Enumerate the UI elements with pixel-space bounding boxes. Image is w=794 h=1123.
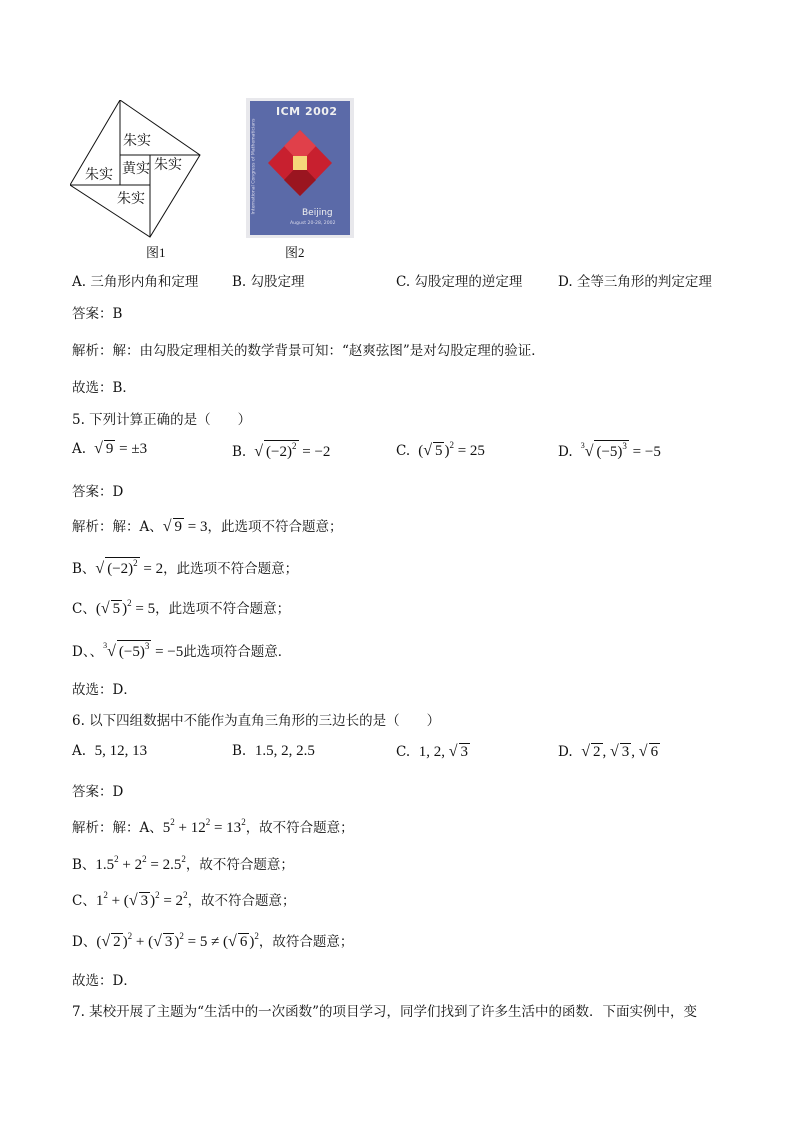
q5-option-c — [396, 440, 485, 460]
poster-side-text: International Congress of Mathematicians — [251, 118, 257, 215]
q5-analysis-c — [72, 597, 290, 618]
q5-option-d-label: D. — [558, 444, 573, 460]
q6-analysis-c-formula: $1^2$ + (√ 3 )$^2 = 2^2$ — [95, 890, 188, 909]
q6-option-c-text: 1, 2, — [418, 744, 449, 760]
q6-option-d-label: D. — [558, 744, 573, 760]
q6-analysis-b-result: ，故不符合题意； — [185, 857, 294, 873]
q5-option-b-formula: √ $(-2)^2 = -2$ — [254, 441, 331, 460]
q6-analysis-d — [72, 930, 353, 951]
fig1-label-left: 朱实 — [85, 168, 113, 183]
q4-option-d: D. 全等三角形的判定定理 — [558, 274, 712, 290]
poster-city: Beijing — [302, 208, 333, 218]
fig1-label-right: 朱实 — [154, 158, 182, 173]
fig1-label-bottom: 朱实 — [117, 192, 145, 207]
q6-choose: 故选：D． — [72, 973, 137, 989]
q5-analysis-c-result: ，此选项不符合题意； — [155, 601, 291, 617]
q6-analysis-d-result: ，故符合题意； — [258, 934, 354, 950]
q6-option-d — [558, 743, 660, 761]
q4-choose: 故选：B． — [72, 380, 136, 396]
q4-answer: 答案：B — [72, 306, 123, 322]
q5-option-d-formula: $^3$√ $(-5)^3 = -5$ — [580, 441, 661, 460]
figure-2-icm-poster — [246, 98, 354, 238]
q4-analysis: 解析：解：由勾股定理相关的数学背景可知：“赵爽弦图”是对勾股定理的验证． — [72, 343, 545, 359]
q6-analysis-d-formula: (√ 2 )$^2$ + (√ 3 )$^2$ = 5 ≠ (√ 6 )$^2$ — [96, 931, 259, 950]
q6-answer: 答案：D — [72, 784, 124, 800]
fig2-caption: 图2 — [285, 245, 305, 260]
q6-analysis-a — [72, 816, 354, 837]
q6-option-b-value: 1.5, 2, 2.5 — [254, 743, 315, 759]
q5-analysis-b-result: ，此选项不符合题意； — [163, 561, 299, 577]
q5-option-c-label: C. — [396, 443, 411, 459]
q6-stem: 6. 以下四组数据中不能作为直角三角形的三边长的是（ ） — [72, 713, 441, 729]
q5-option-b — [232, 440, 330, 461]
q6-option-d-value: √ 2 , √ 3 , √ 6 — [581, 743, 659, 760]
q5-option-c-formula: (√ 5 )$^2$ = 25 — [414, 440, 485, 459]
q5-analysis-d-formula: $^3$√ $(-5)^3 = -5$ — [103, 641, 184, 660]
q6-analysis-a-result: ，故不符合题意； — [245, 820, 354, 836]
q5-analysis-a-result: ，此选项不符合题意； — [207, 519, 343, 535]
q5-analysis-a — [72, 515, 343, 536]
q4-option-c: C. 勾股定理的逆定理 — [396, 274, 523, 290]
q6-analysis-b-formula: $1.5^2 + 2^2 = 2.5^2$ — [95, 854, 186, 873]
poster-title: ICM 2002 — [276, 105, 338, 118]
q6-option-c-value: 1, 2, √ 3 — [418, 743, 469, 760]
q5-stem: 5. 下列计算正确的是（ ） — [72, 412, 252, 428]
q6-analysis-b-prefix: B、 — [72, 857, 96, 873]
q6-analysis-c-prefix: C、 — [72, 893, 96, 909]
q5-analysis-d — [72, 640, 291, 661]
q5-option-a-formula: √ 9 = ±3 — [94, 440, 148, 457]
q6-analysis-d-prefix: D、 — [72, 934, 97, 950]
q6-option-a-value: 5, 12, 13 — [94, 743, 148, 759]
q5-option-a — [72, 440, 147, 458]
q6-option-a-label: A. — [72, 743, 87, 759]
q6-analysis-b — [72, 853, 294, 874]
fig1-label-top: 朱实 — [123, 134, 151, 149]
q7-stem: 7. 某校开展了主题为“生活中的一次函数”的项目学习，同学们找到了许多生活中的函数．下面实例中，变 — [72, 1004, 697, 1020]
q4-option-a: A. 三角形内角和定理 — [72, 274, 199, 290]
fig1-label-center: 黄实 — [122, 162, 150, 177]
q5-analysis-b-prefix: B、 — [72, 561, 96, 577]
q6-option-a — [72, 743, 147, 760]
q5-option-a-label: A. — [72, 441, 87, 457]
q6-analysis-a-formula: $5^2 + 12^2 = 13^2$ — [162, 817, 246, 836]
q6-option-c — [396, 743, 470, 761]
q5-analysis-b-formula: √ $(-2)^2 = 2$ — [95, 558, 164, 577]
q5-option-d — [558, 440, 661, 461]
q6-option-c-label: C. — [396, 744, 411, 760]
q5-option-b-label: B. — [232, 444, 247, 460]
q5-analysis-c-formula: (√ 5 )$^2$ = 5 — [95, 598, 156, 617]
q6-option-b — [232, 743, 315, 760]
q5-answer: 答案：D — [72, 484, 124, 500]
q5-analysis-d-result: 此选项符合题意． — [183, 644, 292, 660]
q5-analysis-prefix: 解析：解：A、 — [72, 519, 163, 535]
figure-1 — [70, 100, 210, 240]
icm-poster-graphic — [246, 98, 354, 238]
q5-choose: 故选：D． — [72, 682, 137, 698]
poster-date: August 20-28, 2002 — [290, 221, 336, 226]
q6-option-b-label: B. — [232, 743, 247, 759]
fig1-caption: 图1 — [146, 245, 166, 260]
q6-analysis-prefix: 解析：解：A、 — [72, 820, 163, 836]
q5-analysis-c-prefix: C、 — [72, 601, 96, 617]
q6-analysis-c-result: ，故不符合题意； — [187, 893, 296, 909]
q5-analysis-b — [72, 557, 298, 578]
q5-analysis-d-prefix: D、、 — [72, 644, 104, 660]
q4-option-b: B. 勾股定理 — [232, 274, 305, 290]
q5-analysis-a-formula: √ 9 = 3 — [162, 518, 208, 535]
q6-analysis-c — [72, 889, 296, 910]
